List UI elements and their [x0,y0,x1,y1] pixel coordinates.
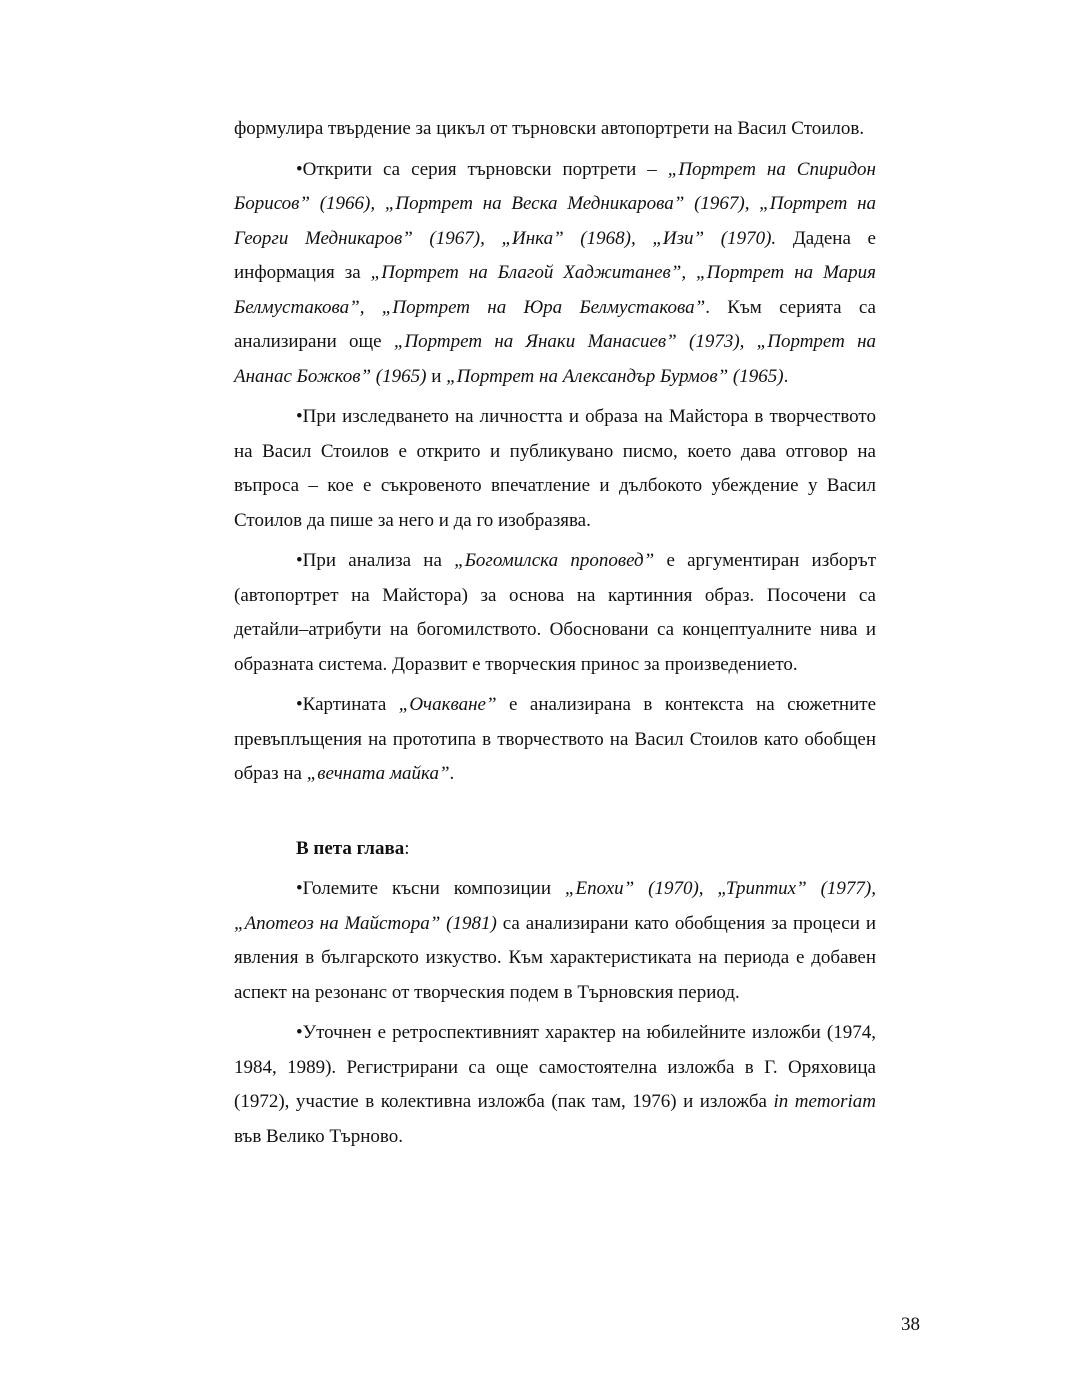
text-run: „вечната майка” [306,763,450,784]
text-run: •Големите късни композиции [296,878,565,899]
text-run: •Уточнен е ретроспективният характер на юбилейните изложби (1974, 1984, 1989). Регистрирани са още самостоятелна изложба в Г. Оряховица (1972), участие в колективна изложба (пак там, 1976) и изложба [234,1022,876,1112]
text-run: in memoriam [773,1091,876,1112]
text-run: е аргументиран изборът (автопортрет на Майстора) за основа на картинния образ. Посочени са детайли–атрибути на богомилството. Обосновани са концептуалните нива и образната система. Доразвит е творческия принос за произведението. [234,550,876,675]
paragraph-portraits [234,153,876,395]
text-run: са анализирани като обобщения за процеси и явления в българското изкуство. Към характеристиката на периода е добавен аспект на резонанс от творческия подем в Търновския период. [234,912,876,1003]
text-run: •При анализа на [296,550,455,571]
text-run: формулира твърдение за цикъл от търновски автопортрети на Васил Стоилов. [234,118,865,139]
paragraph-exhibitions [234,1016,876,1154]
paragraph-0 [234,112,876,147]
text-run: •Картината [296,694,399,715]
text-run: „Очакване” [398,694,497,715]
text-run: „Богомилска проповед” [454,550,655,571]
paragraph-compositions [234,872,876,1010]
text-run: и [426,365,447,387]
chapter-five-heading [234,832,876,867]
page-number: 38 [901,1314,920,1335]
paragraph-letter [234,400,876,538]
paragraph-bogomil [234,544,876,682]
text-run: „Портрет на Александър Бурмов” (1965) [446,365,784,387]
text-run: . [449,763,455,784]
text-run: •Открити са серия търновски портрети – [296,158,668,180]
text-run: „Портрет на Благой Хаджитанев”, „Портрет на Мария Белмустакова”, „Портрет на Юра Белмустакова” [234,262,876,318]
text-run: : [404,837,410,859]
text-run: „Епохи” (1970), „Триптих” (1977), „Апотеоз на Майстора” (1981) [234,878,876,934]
document-body [234,112,876,1154]
paragraph-expectation [234,688,876,792]
text-run: „Портрет на Спиридон Борисов” (1966), „Портрет на Веска Медникарова” (1967), „Портрет на Георги Медникаров” (1967), „Инка” (1968), „Изи” (1970). [234,158,876,249]
text-run: „Портрет на Янаки Манасиев” (1973), „Портрет на Ананас Божков” (1965) [234,331,877,387]
text-run: •При изследването на личността и образа на Майстора в творчеството на Васил Стоилов е открито и публикувано писмо, което дава отговор на въпроса – кое е съкровеното впечатление и дълбокото убеждение у Васил Стоилов да пише за него и да го изобразява. [234,406,876,531]
text-run: във Велико Търново. [234,1125,404,1147]
text-run: . [783,365,789,387]
text-run: . Към серията са анализирани още [234,296,876,352]
text-run: В пета глава [296,837,405,859]
text-run: Дадена е информация за [234,227,876,283]
text-run: е анализирана в контекста на сюжетните превъплъщения на прототипа в творчеството на Васил Стоилов като обобщен образ на [234,694,877,784]
